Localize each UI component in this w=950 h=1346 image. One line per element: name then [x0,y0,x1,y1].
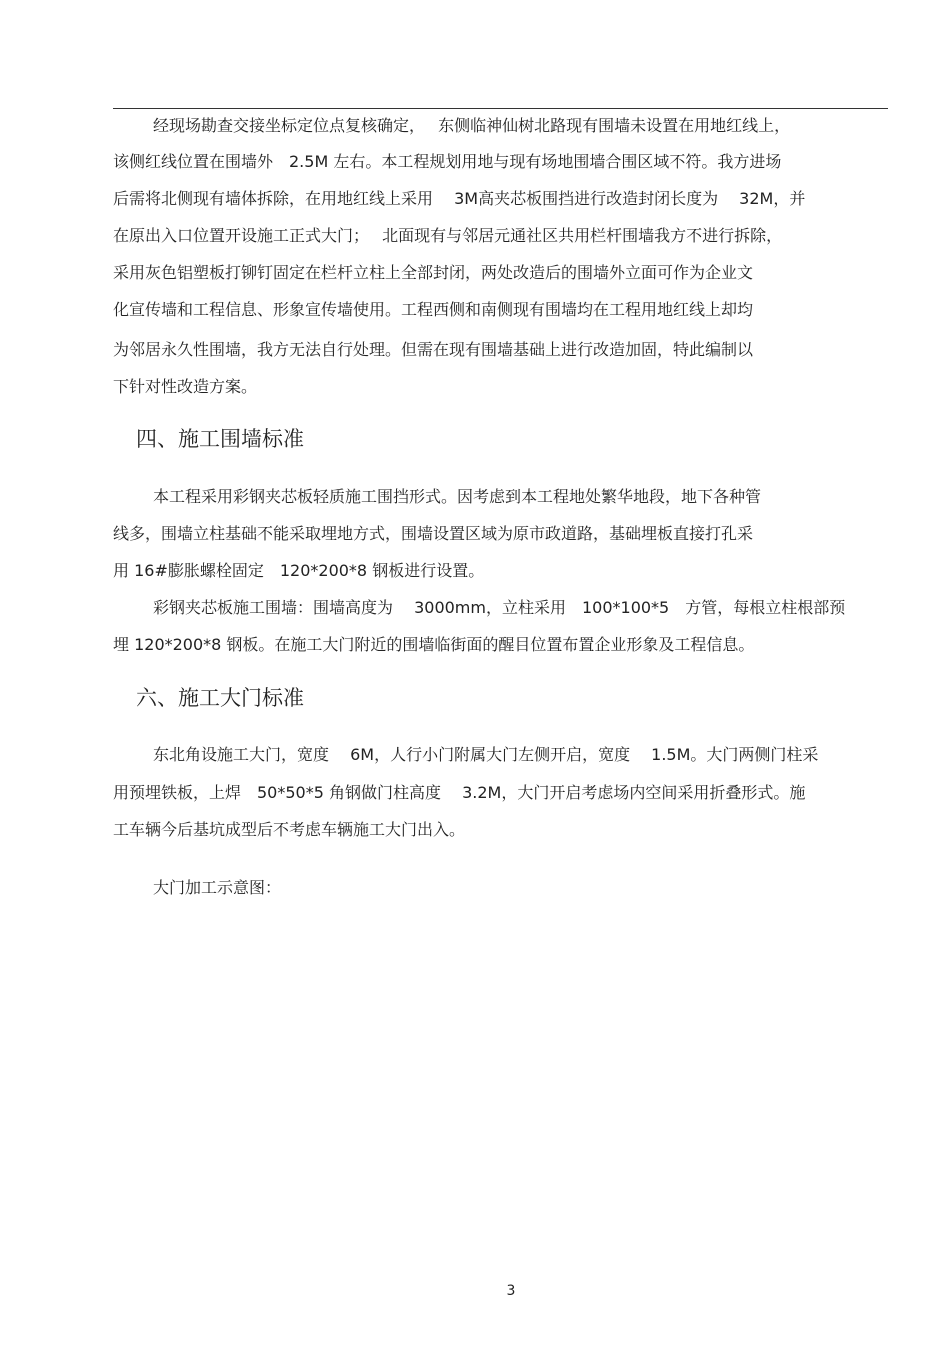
paragraph-line: 用 16#膨胀螺栓固定 120*200*8 钢板进行设置。 [113,561,485,580]
page-number: 3 [506,1283,516,1299]
paragraph-line: 埋 120*200*8 钢板。在施工大门附近的围墙临街面的醒目位置布置企业形象及工程信息。 [113,635,755,654]
paragraph-line: 用预埋铁板，上焊 50*50*5 角钢做门柱高度 3.2M，大门开启考虑场内空间采用折叠形式。施 [113,783,806,802]
paragraph-line: 为邻居永久性围墙，我方无法自行处理。但需在现有围墙基础上进行改造加固，特此编制以 [113,340,754,359]
paragraph-line: 工车辆今后基坑成型后不考虑车辆施工大门出入。 [113,820,466,839]
paragraph-line: 采用灰色铝塑板打铆钉固定在栏杆立柱上全部封闭，两处改造后的围墙外立面可作为企业文 [113,263,754,282]
figure-caption: 大门加工示意图： [153,878,282,897]
paragraph-line: 本工程采用彩钢夹芯板轻质施工围挡形式。因考虑到本工程地处繁华地段，地下各种管 [153,487,762,506]
paragraph-line: 下针对性改造方案。 [113,377,258,396]
paragraph-line: 后需将北侧现有墙体拆除，在用地红线上采用 3M高夹芯板围挡进行改造封闭长度为 32M，并 [113,189,806,208]
paragraph-line: 彩钢夹芯板施工围墙：围墙高度为 3000mm，立柱采用 100*100*5 方管，每根立柱根部预 [153,598,846,617]
paragraph-line: 经现场勘查交接坐标定位点复核确定， 东侧临神仙树北路现有围墙未设置在用地红线上， [153,116,791,135]
paragraph-line: 该侧红线位置在围墙外 2.5M 左右。本工程规划用地与现有场地围墙合围区域不符。我方进场 [113,152,782,171]
header-rule [113,108,888,109]
paragraph-line: 在原出入口位置开设施工正式大门； 北面现有与邻居元通社区共用栏杆围墙我方不进行拆除， [113,226,783,245]
paragraph-line: 线多，围墙立柱基础不能采取埋地方式，围墙设置区域为原市政道路，基础埋板直接打孔采 [113,524,754,543]
paragraph-line: 化宣传墙和工程信息、形象宣传墙使用。工程西侧和南侧现有围墙均在工程用地红线上却均 [113,300,754,319]
section-heading: 六、施工大门标准 [136,686,304,710]
section-heading: 四、施工围墙标准 [136,427,304,451]
paragraph-line: 东北角设施工大门，宽度 6M，人行小门附属大门左侧开启，宽度 1.5M。大门两侧门柱采 [153,745,819,764]
